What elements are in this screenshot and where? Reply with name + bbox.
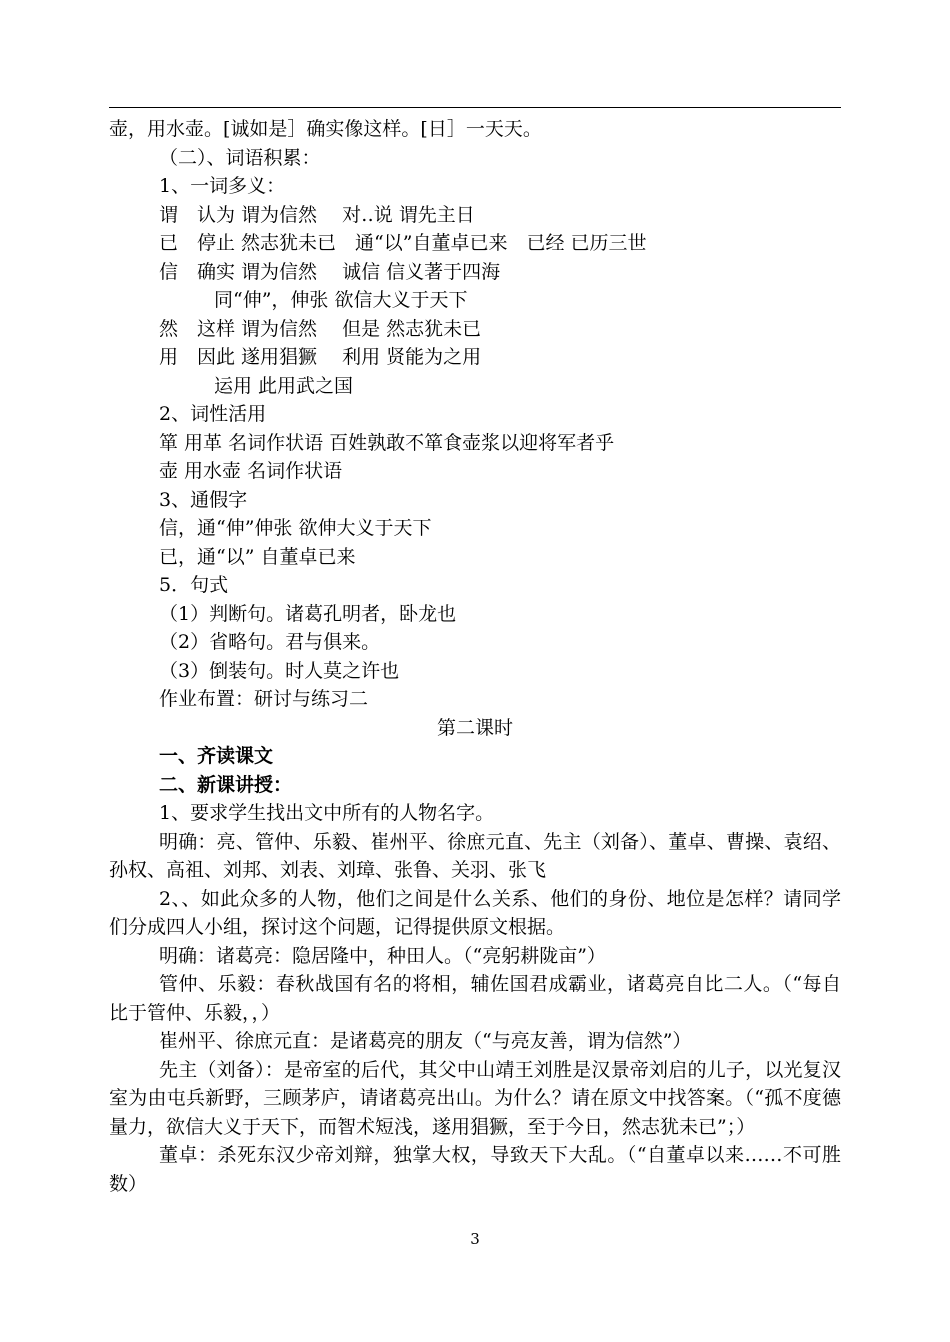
- paragraph: 明确：诸葛亮：隐居隆中，种田人。（“亮躬耕陇亩”）: [159, 944, 606, 967]
- section-heading: （二）、词语积累：: [159, 146, 321, 169]
- text-line: 用 因此 遂用猖獗 利用 贤能为之用: [159, 346, 482, 368]
- section-heading: 一、齐读课文: [159, 745, 274, 767]
- header-rule: [109, 107, 841, 108]
- paragraph: 2、、如此众多的人物，他们之间是什么关系、他们的身份、地位是怎样？请同学们分成四人小组，探讨这个问题，记得提供原文根据。: [109, 887, 841, 938]
- text-line: 然 这样 谓为信然 但是 然志犹未已: [159, 317, 482, 340]
- text-line: 1、要求学生找出文中所有的人物名字。: [159, 802, 495, 824]
- page-number: 3: [470, 1230, 480, 1248]
- paragraph: 管仲、乐毅：春秋战国有名的将相，辅佐国君成霸业，诸葛亮自比二人。（“每自比于管仲、乐毅，，）: [109, 973, 841, 1024]
- document-body: [109, 115, 841, 1198]
- text-line: 已，通“以” 自董卓已来: [159, 545, 356, 568]
- paragraph: 崔州平、徐庶元直：是诸葛亮的朋友（“与亮友善，谓为信然”）: [159, 1030, 692, 1052]
- text-line: 壶 用水壶 名词作状语: [159, 460, 343, 482]
- section-heading: 二、新课讲授：: [159, 773, 293, 796]
- text-line: 谓 认为 谓为信然 对‥说 谓先主日: [159, 203, 475, 226]
- text-line: 箪 用革 名词作状语 百姓孰敢不箪食壶浆以迎将军者乎: [159, 431, 615, 454]
- text-line: （1）判断句。诸葛孔明者，卧龙也: [159, 602, 457, 625]
- text-line: 信 确实 谓为信然 诚信 信义著于四海: [159, 260, 501, 283]
- text-line: （3）倒装句。时人莫之许也: [159, 659, 400, 682]
- subsection-heading: 5．句式: [159, 574, 229, 596]
- text-line: 同“伸”，伸张 欲信大义于天下: [214, 289, 468, 311]
- paragraph: 董卓：杀死东汉少帝刘辩，独掌大权，导致天下大乱。（“自董卓以来……不可胜数）: [109, 1144, 841, 1195]
- text-line: 运用 此用武之国: [214, 374, 354, 397]
- text-line: 作业布置：研讨与练习二: [159, 688, 369, 710]
- text-line: （2）省略句。君与俱来。: [159, 631, 381, 653]
- text-line: 壶，用水壶。[诚如是］确实像这样。[日］一天天。: [109, 118, 542, 140]
- subsection-heading: 3、通假字: [159, 488, 248, 511]
- subsection-heading: 2、词性活用: [159, 403, 267, 425]
- lesson-title: 第二课时: [436, 716, 513, 739]
- text-line: 已 停止 然志犹未已 通“以”自董卓已来 已经 已历三世: [159, 232, 647, 254]
- text-line: 信，通“伸”伸张 欲伸大义于天下: [159, 517, 432, 539]
- paragraph: 先主（刘备）：是帝室的后代，其父中山靖王刘胜是汉景帝刘启的儿子，以光复汉室为由屯兵新野，三顾茅庐，请诸葛亮出山。为什么？请在原文中找答案。（“孤不度德量力，欲信大义于天下，而智术短浅，遂用猖獗，至于今日，然志犹未已”；）: [109, 1058, 841, 1138]
- subsection-heading: 1、一词多义：: [159, 175, 286, 197]
- paragraph: 明确：亮、管仲、乐毅、崔州平、徐庶元直、先主（刘备）、董卓、曹操、袁绍、孙权、高祖、刘邦、刘表、刘璋、张鲁、关羽、张飞: [109, 830, 841, 881]
